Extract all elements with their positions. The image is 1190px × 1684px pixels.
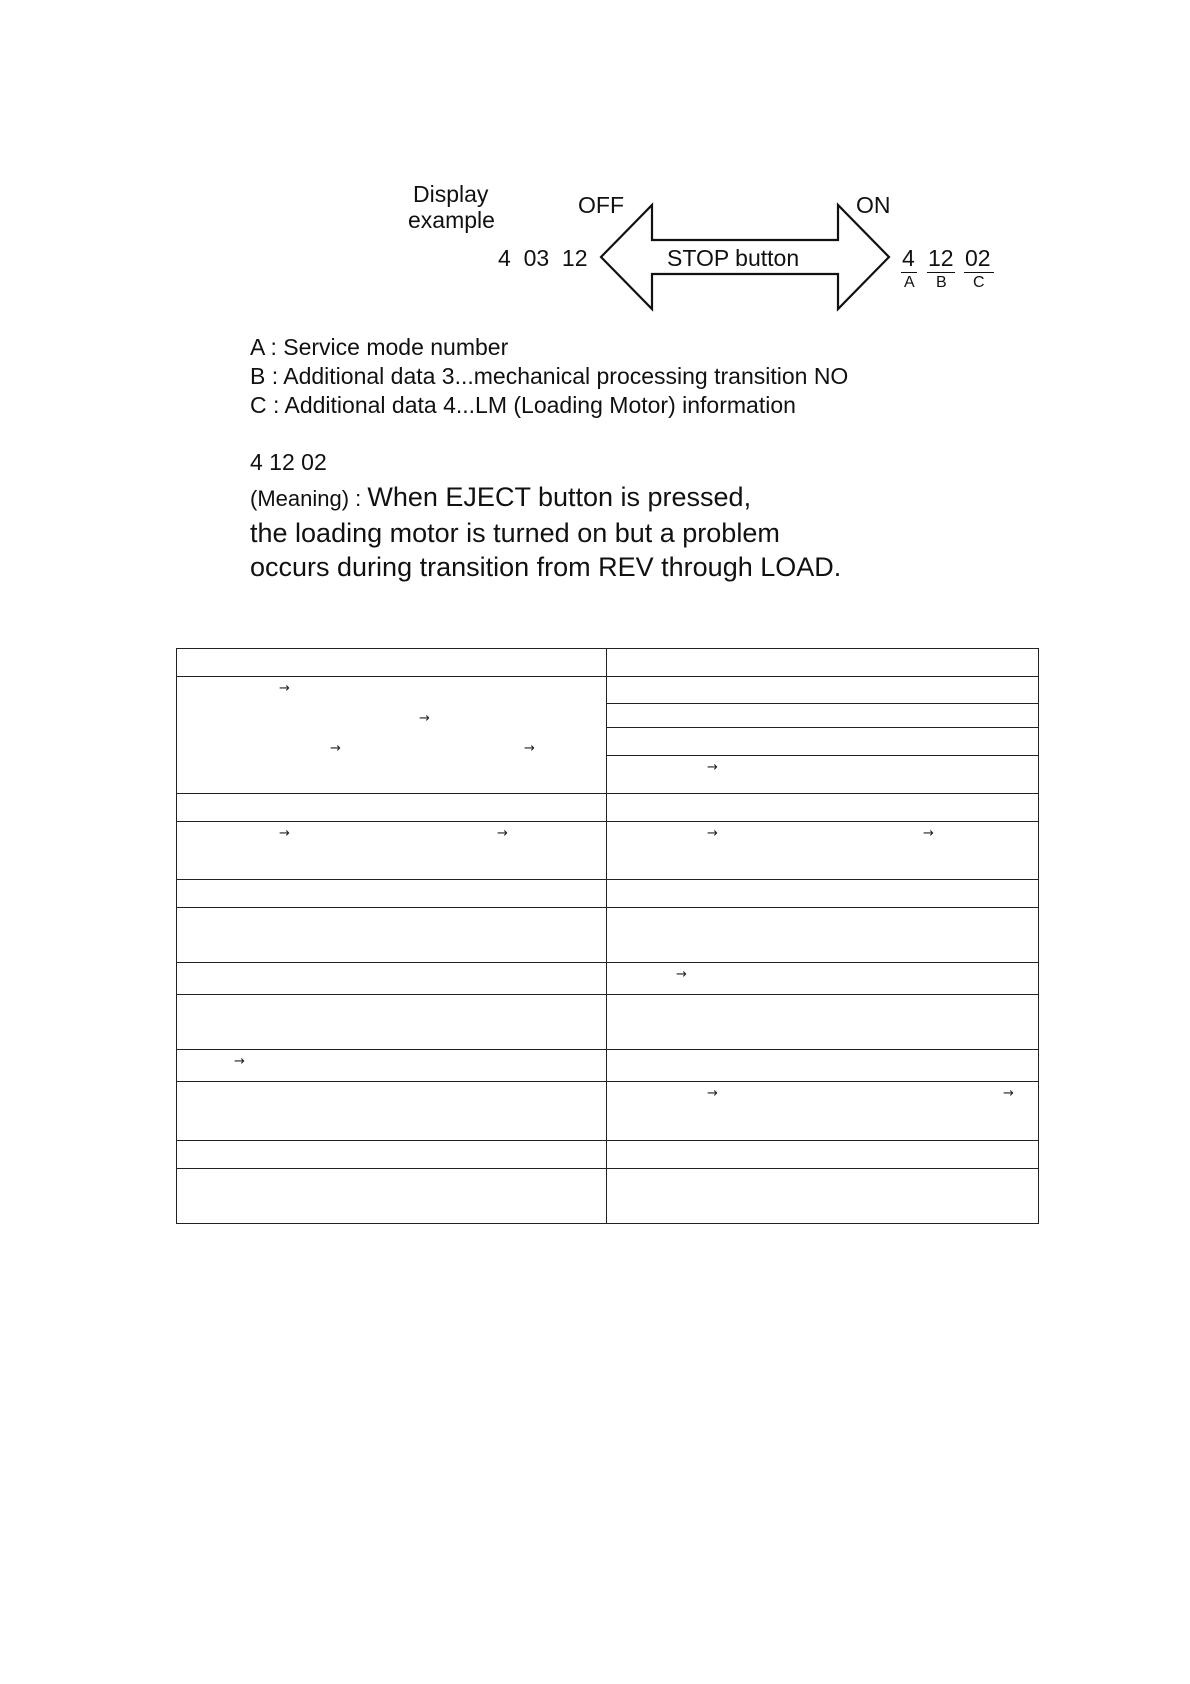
table-cell bbox=[607, 794, 1039, 822]
table-cell bbox=[607, 704, 1039, 728]
table-cell bbox=[607, 963, 1039, 995]
arrow-icon: → bbox=[419, 711, 430, 726]
tag-b: B bbox=[936, 274, 947, 291]
table-cell bbox=[607, 728, 1039, 756]
table-row bbox=[177, 677, 1039, 704]
on-code-a: 4 bbox=[902, 245, 915, 271]
table-cell bbox=[177, 1050, 607, 1082]
meaning-prefix: (Meaning) : bbox=[250, 486, 368, 511]
table-cell bbox=[607, 1050, 1039, 1082]
button-label: STOP button bbox=[667, 245, 800, 271]
display-label-line2: example bbox=[408, 207, 495, 233]
display-example-diagram bbox=[0, 0, 1190, 330]
on-code-b: 12 bbox=[928, 245, 954, 271]
arrow-icon: → bbox=[707, 760, 718, 775]
table-cell bbox=[607, 756, 1039, 794]
arrow-icon: → bbox=[1003, 1086, 1014, 1101]
on-code-c: 02 bbox=[965, 245, 991, 271]
off-label: OFF bbox=[578, 192, 624, 218]
example-code: 4 12 02 bbox=[250, 449, 327, 475]
table-row bbox=[177, 963, 1039, 995]
display-label-line1: Display bbox=[413, 181, 489, 207]
underline-c bbox=[964, 272, 994, 273]
table-row bbox=[177, 908, 1039, 963]
tag-c: C bbox=[973, 274, 985, 291]
table-cell bbox=[177, 963, 607, 995]
table-cell bbox=[607, 1141, 1039, 1169]
double-arrow-shape bbox=[0, 0, 1190, 330]
table-cell bbox=[177, 649, 607, 677]
table-cell bbox=[177, 995, 607, 1050]
table-cell bbox=[607, 908, 1039, 963]
underline-b bbox=[927, 272, 955, 273]
example-block bbox=[250, 448, 841, 584]
table-cell bbox=[177, 1169, 607, 1224]
table-row bbox=[177, 794, 1039, 822]
legend bbox=[250, 333, 848, 420]
transition-table bbox=[176, 648, 1039, 1224]
legend-c: C : Additional data 4...LM (Loading Motor) information bbox=[250, 392, 796, 418]
arrow-icon: → bbox=[676, 967, 687, 982]
table-cell bbox=[177, 880, 607, 908]
meaning-text-1: When EJECT button is pressed, bbox=[367, 482, 752, 512]
arrow-icon: → bbox=[707, 1086, 718, 1101]
underline-a bbox=[901, 272, 917, 273]
arrow-icon: → bbox=[524, 741, 535, 756]
arrow-icon: → bbox=[279, 681, 290, 696]
table-row bbox=[177, 1050, 1039, 1082]
arrow-icon: → bbox=[330, 741, 341, 756]
table-row bbox=[177, 1169, 1039, 1224]
table-row bbox=[177, 1141, 1039, 1169]
meaning-line2: the loading motor is turned on but a problem bbox=[250, 518, 780, 548]
table-row bbox=[177, 880, 1039, 908]
arrow-icon: → bbox=[234, 1054, 245, 1069]
table-row bbox=[177, 822, 1039, 880]
table-cell bbox=[177, 794, 607, 822]
table-cell bbox=[177, 1082, 607, 1141]
meaning-line3: occurs during transition from REV through LOAD. bbox=[250, 552, 842, 582]
table-cell bbox=[177, 908, 607, 963]
arrow-icon: → bbox=[923, 826, 934, 841]
table-row bbox=[177, 649, 1039, 677]
table-cell bbox=[177, 822, 607, 880]
table-row bbox=[177, 1082, 1039, 1141]
table-cell bbox=[607, 1082, 1039, 1141]
table-cell bbox=[607, 880, 1039, 908]
table-cell bbox=[607, 822, 1039, 880]
legend-a: A : Service mode number bbox=[250, 334, 509, 360]
legend-b: B : Additional data 3...mechanical processing transition NO bbox=[250, 363, 849, 389]
table-cell bbox=[607, 677, 1039, 704]
meaning-line1 bbox=[250, 480, 841, 516]
table-cell bbox=[607, 1169, 1039, 1224]
tag-a: A bbox=[904, 274, 915, 291]
table-cell bbox=[177, 677, 607, 794]
table-cell bbox=[607, 649, 1039, 677]
arrow-icon: → bbox=[497, 826, 508, 841]
arrow-icon: → bbox=[279, 826, 290, 841]
table-row bbox=[177, 995, 1039, 1050]
table-cell bbox=[177, 1141, 607, 1169]
on-label: ON bbox=[856, 192, 891, 218]
off-code: 4 03 12 bbox=[498, 245, 588, 271]
table-cell bbox=[607, 995, 1039, 1050]
arrow-icon: → bbox=[707, 826, 718, 841]
